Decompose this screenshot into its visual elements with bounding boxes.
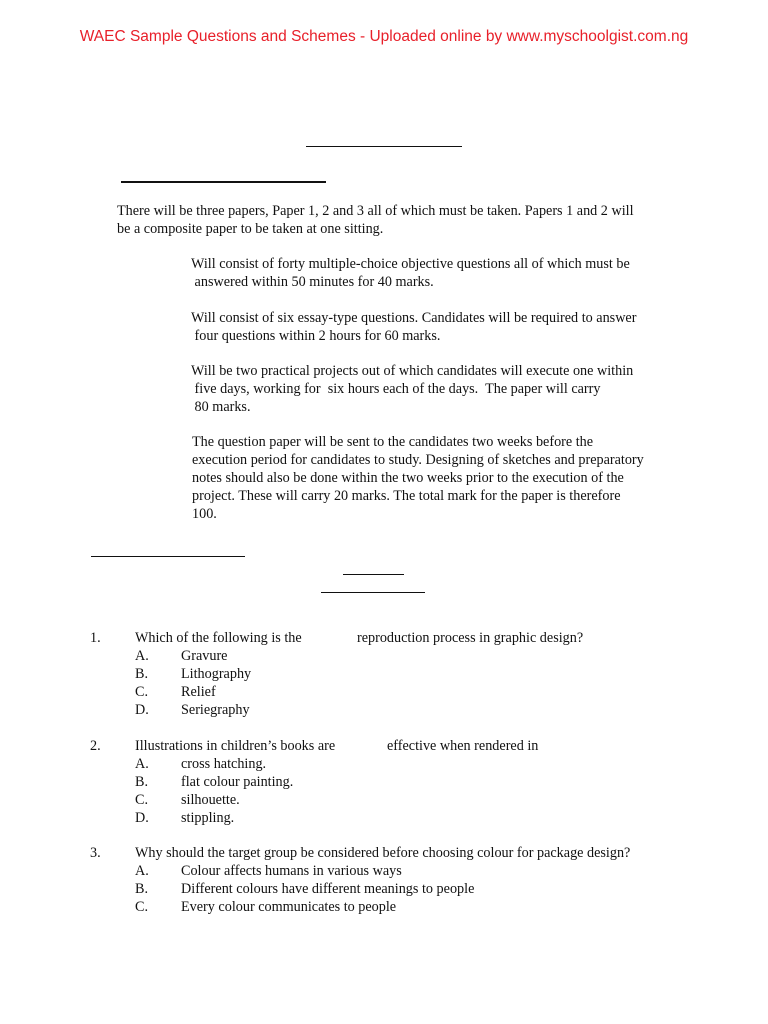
paper-subtitle-underline — [321, 592, 425, 593]
intro-line: be a composite paper to be taken at one sitting. — [117, 221, 384, 237]
option-text: cross hatching. — [181, 756, 267, 772]
question-text: Illustrations in children’s books are — [135, 738, 336, 754]
paper-1-line: Will consist of forty multiple-choice objective questions all of which must be — [191, 256, 630, 272]
option-letter: B. — [135, 666, 149, 682]
option-letter: D. — [135, 810, 149, 826]
option-letter: A. — [135, 648, 149, 664]
paper-1-line: answered within 50 minutes for 40 marks. — [191, 274, 434, 290]
question-number: 3. — [90, 845, 101, 861]
question-text-continued: reproduction process in graphic design? — [357, 630, 584, 646]
option-text: Different colours have different meanings to people — [181, 881, 475, 897]
option-letter: C. — [135, 899, 149, 915]
option-text: Gravure — [181, 648, 228, 664]
intro-paragraph — [117, 202, 634, 238]
paper-3-project-description — [192, 433, 644, 523]
option-text: Relief — [181, 684, 216, 700]
website-banner: WAEC Sample Questions and Schemes - Uploaded online by www.myschoolgist.com.ng — [79, 28, 689, 45]
project-line: project. These will carry 20 marks. The total mark for the paper is therefore — [192, 488, 621, 504]
section-underline — [121, 181, 326, 183]
paper-2-line: four questions within 2 hours for 60 marks. — [191, 328, 441, 344]
option-text: silhouette. — [181, 792, 240, 808]
title-underline — [306, 146, 462, 147]
section-underline — [91, 556, 245, 557]
option-letter: A. — [135, 863, 149, 879]
option-text: Colour affects humans in various ways — [181, 863, 402, 879]
option-letter: B. — [135, 881, 149, 897]
intro-line: There will be three papers, Paper 1, 2 and 3 all of which must be taken. Papers 1 and 2 will — [117, 203, 634, 219]
project-line: 100. — [192, 506, 217, 522]
option-letter: C. — [135, 684, 149, 700]
option-text: Lithography — [181, 666, 252, 682]
project-line: The question paper will be sent to the candidates two weeks before the — [192, 434, 594, 450]
option-text: stippling. — [181, 810, 235, 826]
paper-2-line: Will consist of six essay-type questions. Candidates will be required to answer — [191, 310, 637, 326]
paper-3-line: Will be two practical projects out of which candidates will execute one within — [191, 363, 634, 379]
question-text-continued: effective when rendered in — [387, 738, 539, 754]
option-letter: D. — [135, 702, 149, 718]
option-text: Every colour communicates to people — [181, 899, 397, 915]
paper-2-description — [191, 309, 636, 345]
question-number: 2. — [90, 738, 101, 754]
question-text: Why should the target group be considered before choosing colour for package design? — [135, 845, 631, 861]
option-text: Seriegraphy — [181, 702, 250, 718]
paper-1-description — [191, 255, 630, 291]
paper-3-line: five days, working for six hours each of the days. The paper will carry — [191, 381, 601, 397]
paper-title-underline — [343, 574, 404, 575]
question-text: Which of the following is the — [135, 630, 302, 646]
paper-3-line: 80 marks. — [191, 399, 251, 415]
option-letter: C. — [135, 792, 149, 808]
project-line: execution period for candidates to study. Designing of sketches and preparatory — [192, 452, 644, 468]
paper-3-description — [191, 362, 633, 416]
option-text: flat colour painting. — [181, 774, 294, 790]
option-letter: B. — [135, 774, 149, 790]
project-line: notes should also be done within the two weeks prior to the execution of the — [192, 470, 624, 486]
option-letter: A. — [135, 756, 149, 772]
question-number: 1. — [90, 630, 101, 646]
